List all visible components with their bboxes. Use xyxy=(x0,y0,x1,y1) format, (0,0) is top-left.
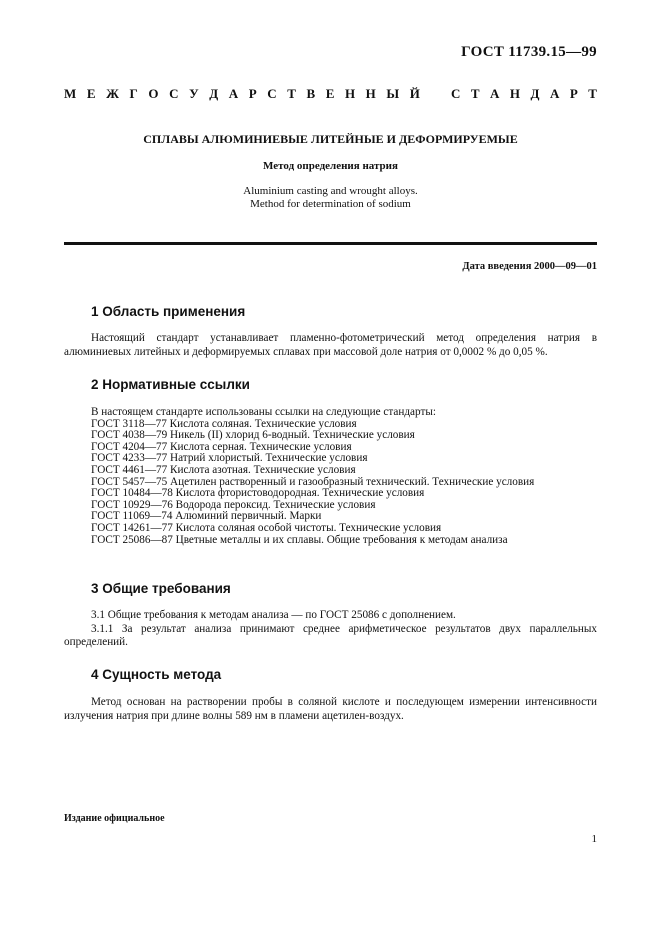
banner-letter: Т xyxy=(287,86,296,101)
banner-letter: Е xyxy=(325,86,335,101)
banner-letter: Ж xyxy=(106,86,119,101)
banner-letter: С xyxy=(451,86,461,101)
section-2-heading-text: 2 Нормативные ссылки xyxy=(91,377,250,392)
title-english xyxy=(64,185,597,211)
official-edition-label: Издание официальное xyxy=(64,813,165,824)
banner-letter: О xyxy=(148,86,159,101)
section-4-body xyxy=(64,696,597,723)
banner-letter: Д xyxy=(530,86,540,101)
banner-letter: С xyxy=(169,86,179,101)
banner-letter: Н xyxy=(509,86,521,101)
reference-item: ГОСТ 4204—77 Кислота серная. Технические условия xyxy=(91,440,352,453)
section-4-heading xyxy=(91,667,221,682)
banner-letter: Е xyxy=(86,86,96,101)
section-4-paragraph: Метод основан на растворении пробы в соляной кислоте и последующем измерении интенсивности излучения натрия при длине волны 589 нм в пламени ацетилен-воздух. xyxy=(64,696,597,722)
document-number: ГОСТ 11739.15—99 xyxy=(461,44,597,60)
title-english-line1: Aluminium casting and wrought alloys. xyxy=(243,185,418,197)
section-2-heading xyxy=(91,377,250,392)
banner-word-interstate xyxy=(64,86,420,102)
banner-letter: А xyxy=(490,86,500,101)
title-english-line2: Method for determination of sodium xyxy=(250,198,411,210)
references-intro: В настоящем стандарте использованы ссылки на следующие стандарты: xyxy=(91,406,436,418)
section-1-body xyxy=(64,332,597,359)
banner-letter: Н xyxy=(365,86,376,101)
section-1-heading xyxy=(91,304,245,319)
reference-item: ГОСТ 4038—79 Никель (II) хлорид 6-водный. Технические условия xyxy=(91,429,415,442)
section-3-paragraph-2: 3.1.1 За результат анализа принимают среднее арифметическое результатов двух параллельных определений. xyxy=(64,622,597,648)
banner-letter: Р xyxy=(248,86,257,101)
section-3-body xyxy=(64,609,597,650)
banner-letter: Н xyxy=(344,86,356,101)
banner-letter: Д xyxy=(209,86,219,101)
banner-letter: Г xyxy=(129,86,138,101)
section-1-heading-text: 1 Область применения xyxy=(91,304,246,319)
banner-letter: Т xyxy=(470,86,480,101)
section-3-heading-text: 3 Общие требования xyxy=(91,581,231,596)
reference-item: ГОСТ 3118—77 Кислота соляная. Технические условия xyxy=(91,417,357,430)
references-list xyxy=(91,407,601,546)
reference-item: ГОСТ 5457—75 Ацетилен растворенный и газообразный технический. Технические условия xyxy=(91,475,535,488)
reference-item: ГОСТ 10929—76 Водорода пероксид. Технические условия xyxy=(91,498,376,511)
banner-letter: Й xyxy=(409,86,420,101)
reference-item: ГОСТ 25086—87 Цветные металлы и их сплавы. Общие требования к методам анализа xyxy=(91,533,508,546)
banner-letter: В xyxy=(306,86,316,101)
section-3-heading xyxy=(91,581,231,596)
section-1-paragraph: Настоящий стандарт устанавливает пламенно-фотометрический метод определения натрия в алюминиевых литейных и деформируемых сплавах при массовой доле натрия от 0,0002 % до 0,05 %. xyxy=(64,332,597,358)
interstate-standard-banner xyxy=(64,86,597,102)
header-divider xyxy=(64,242,597,245)
reference-item: ГОСТ 14261—77 Кислота соляная особой чистоты. Технические условия xyxy=(91,521,442,534)
reference-item: ГОСТ 10484—78 Кислота фтористоводородная. Технические условия xyxy=(91,487,425,500)
banner-letter: А xyxy=(228,86,239,101)
banner-letter: У xyxy=(189,86,199,101)
section-4-heading-text: 4 Сущность метода xyxy=(91,667,222,682)
banner-letter: Ы xyxy=(386,86,400,101)
page-number: 1 xyxy=(591,833,597,845)
subtitle-russian: Метод определения натрия xyxy=(263,160,398,172)
introduction-date: Дата введения 2000—09—01 xyxy=(462,261,597,272)
banner-letter: С xyxy=(267,86,277,101)
banner-letter: Р xyxy=(569,86,578,101)
reference-item: ГОСТ 11069—74 Алюминий первичный. Марки xyxy=(91,510,322,523)
reference-item: ГОСТ 4233—77 Натрий хлористый. Технические условия xyxy=(91,452,368,465)
section-3-paragraph-1: 3.1 Общие требования к методам анализа — по ГОСТ 25086 с дополнением. xyxy=(91,609,456,621)
title-russian: СПЛАВЫ АЛЮМИНИЕВЫЕ ЛИТЕЙНЫЕ И ДЕФОРМИРУЕМЫЕ xyxy=(143,132,518,146)
banner-letter: М xyxy=(64,86,77,101)
banner-letter: А xyxy=(549,86,560,101)
banner-word-standard xyxy=(451,86,597,102)
banner-letter: Т xyxy=(588,86,597,101)
reference-item: ГОСТ 4461—77 Кислота азотная. Технические условия xyxy=(91,463,356,476)
